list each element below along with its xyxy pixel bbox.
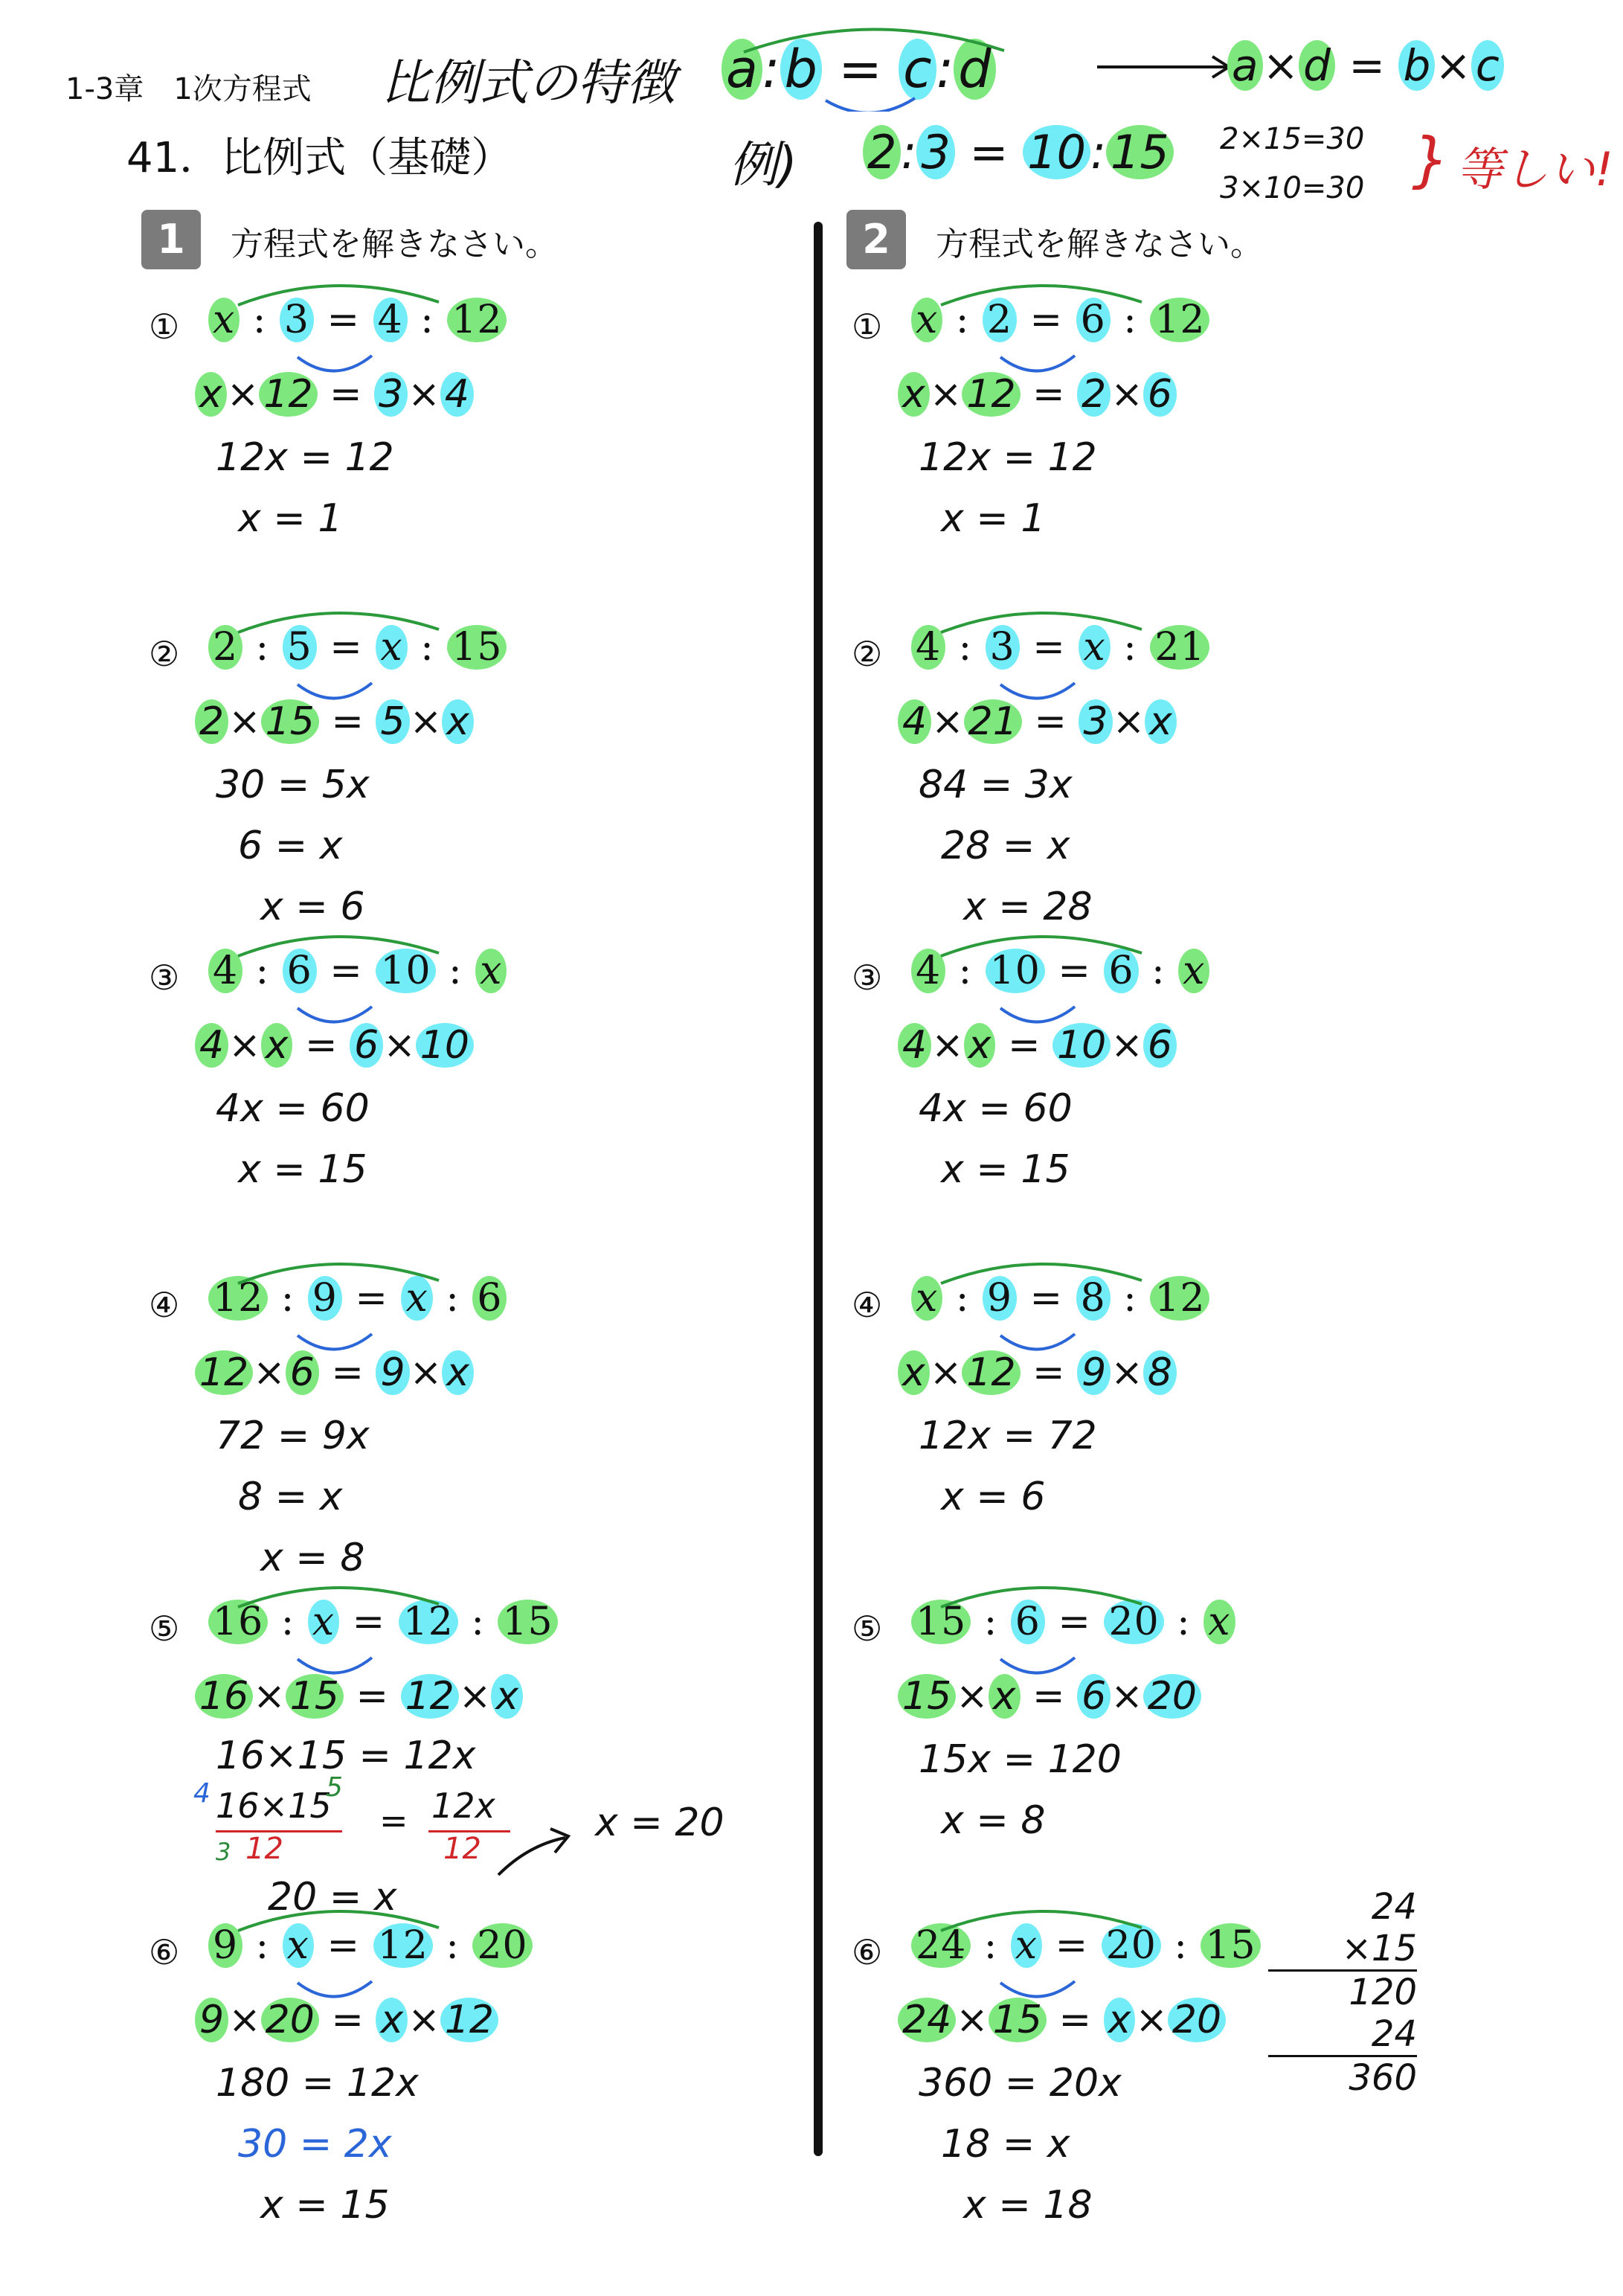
ratio-term-3: 12 <box>373 1923 433 1968</box>
ratio-term-4: 15 <box>1201 1923 1260 1968</box>
product-term-3: 3 <box>1079 699 1112 744</box>
work-line-2: x = 15 <box>941 1147 1070 1192</box>
problem-number: ⑤ <box>149 1609 180 1649</box>
ratio-term-4: 21 <box>1150 625 1209 670</box>
feature-product: a × d = b × c <box>1227 40 1504 91</box>
arrow-icon <box>1093 52 1235 82</box>
ratio-arcs <box>896 1901 1209 2005</box>
product-line: 2 × 15 = 5 × x <box>195 699 474 744</box>
problem-number: ① <box>149 307 180 347</box>
section1-problem-3 <box>149 949 803 1269</box>
typed-ratio: x : 3 = 4 : 12 <box>208 298 507 342</box>
problem-number: ⑤ <box>852 1609 883 1649</box>
ratio-term-3: x <box>1079 625 1110 670</box>
ratio-term-4: x <box>475 949 507 993</box>
check-2: 3×10=30 <box>1220 171 1365 205</box>
typed-ratio: 4 : 3 = x : 21 <box>911 625 1209 670</box>
product-term-3: 3 <box>374 372 408 417</box>
ratio-term-4: x <box>1178 949 1209 993</box>
work-line-3: x = 28 <box>963 885 1093 929</box>
product-line: 4 × x = 10 × 6 <box>898 1023 1177 1068</box>
product-term-1: 15 <box>898 1674 956 1719</box>
ratio-term-2: 10 <box>986 949 1045 993</box>
product-term-1: 4 <box>195 1023 228 1068</box>
ratio-term-2: 9 <box>983 1276 1017 1321</box>
ratio-term-3: 8 <box>1076 1276 1111 1321</box>
product-line: 9 × 20 = x × 12 <box>195 1998 498 2042</box>
brace: } <box>1412 125 1450 194</box>
work-line-2: x = 1 <box>941 496 1046 541</box>
ratio-term-1: 4 <box>911 949 945 993</box>
product-line: 15 × x = 6 × 20 <box>898 1674 1201 1719</box>
work-line-1: 4x = 60 <box>919 1086 1073 1131</box>
ratio-arcs <box>193 275 506 379</box>
section2-problem-5 <box>852 1600 1506 1920</box>
ratio-term-3: 6 <box>1104 949 1138 993</box>
ex-3: 3 <box>916 125 954 179</box>
product-term-3: 12 <box>401 1674 459 1719</box>
product-term-2: 15 <box>261 699 319 744</box>
section1-problem-4 <box>149 1276 803 1596</box>
ratio-term-4: x <box>1203 1600 1235 1644</box>
product-term-2: x <box>261 1023 293 1068</box>
ratio-arcs <box>896 1254 1209 1358</box>
ratio-term-1: 2 <box>208 625 242 670</box>
ratio-term-1: 4 <box>208 949 242 993</box>
ratio-term-1: 9 <box>208 1923 242 1968</box>
product-term-1: x <box>898 372 930 417</box>
ratio-term-1: 15 <box>911 1600 971 1644</box>
product-term-2: x <box>989 1674 1021 1719</box>
section1-problem-6 <box>149 1923 803 2243</box>
calc-row-3: 120 <box>1349 1972 1417 2013</box>
product-term-4: 10 <box>416 1023 474 1068</box>
cancel-5: 5 <box>326 1772 343 1803</box>
section2-problem-4 <box>852 1276 1506 1596</box>
typed-ratio: 12 : 9 = x : 6 <box>208 1276 507 1321</box>
ratio-term-3: 6 <box>1076 298 1111 342</box>
ratio-term-1: 16 <box>208 1600 268 1644</box>
section2-problem-2 <box>852 625 1506 945</box>
product-term-1: 9 <box>195 1998 228 2042</box>
problem-number: ③ <box>852 958 883 998</box>
feature-d: d <box>954 39 995 100</box>
product-line: x × 12 = 3 × 4 <box>195 372 474 417</box>
ratio-arcs <box>896 926 1209 1030</box>
product-term-1: 12 <box>195 1350 253 1395</box>
lesson-title: 41．比例式（基礎） <box>126 134 513 182</box>
section1-problem-1 <box>149 298 803 618</box>
feature-a: a <box>721 39 762 100</box>
product-term-3: 10 <box>1052 1023 1111 1068</box>
typed-ratio: 4 : 6 = 10 : x <box>208 949 507 993</box>
product-term-4: x <box>442 699 474 744</box>
feature-c: c <box>899 39 936 100</box>
section-2-instruction: 方程式を解きなさい。 <box>936 225 1263 263</box>
calc-row-5: 360 <box>1349 2057 1417 2099</box>
ex-15: 15 <box>1106 125 1174 179</box>
ratio-term-1: x <box>911 298 942 342</box>
problem-number: ⑥ <box>149 1932 180 1972</box>
typed-ratio: x : 9 = 8 : 12 <box>911 1276 1209 1321</box>
work-line-2: x = 6 <box>941 1475 1046 1519</box>
product-term-3: 6 <box>350 1023 383 1068</box>
work-line-3: x = 8 <box>260 1536 365 1580</box>
product-term-4: x <box>491 1674 523 1719</box>
fraction-bottom: 12 <box>245 1832 283 1866</box>
typed-ratio: 16 : x = 12 : 15 <box>208 1600 558 1644</box>
result-a: a <box>1227 40 1263 91</box>
ratio-term-1: 4 <box>911 625 945 670</box>
product-term-1: 4 <box>898 1023 931 1068</box>
work-line-2: 30 = 2x <box>238 2122 392 2167</box>
product-line: 12 × 6 = 9 × x <box>195 1350 474 1395</box>
ratio-term-4: 12 <box>1150 298 1209 342</box>
work-line-3: x = 18 <box>963 2183 1093 2228</box>
work-line-2: x = 1 <box>238 496 343 541</box>
section2-problem-6 <box>852 1886 1506 2243</box>
product-term-1: 2 <box>195 699 228 744</box>
example-label: 例) <box>729 136 797 193</box>
arrow-result: x = 20 <box>595 1800 724 1845</box>
ratio-term-4: 15 <box>447 625 507 670</box>
work-line-2: x = 15 <box>238 1147 367 1192</box>
product-term-2: 6 <box>286 1350 319 1395</box>
feature-arcs <box>714 15 1056 112</box>
product-term-4: 4 <box>440 372 474 417</box>
product-line: 16 × 15 = 12 × x <box>195 1674 523 1719</box>
work-line-3: x = 15 <box>260 2183 390 2228</box>
section-1-badge: 1 <box>141 210 201 269</box>
cancel-3: 3 <box>216 1838 231 1866</box>
section2-problem-3 <box>852 949 1506 1269</box>
product-term-4: x <box>1145 699 1177 744</box>
fraction-right-bottom: 12 <box>443 1832 481 1866</box>
problem-number: ② <box>149 634 180 674</box>
work-line-1: 12x = 12 <box>919 435 1097 480</box>
problem-number: ② <box>852 634 883 674</box>
ratio-term-4: 20 <box>472 1923 532 1968</box>
ratio-arcs <box>193 926 506 1030</box>
product-term-3: x <box>376 1998 408 2042</box>
ratio-term-2: 9 <box>308 1276 342 1321</box>
typed-ratio: 24 : x = 20 : 15 <box>911 1923 1261 1968</box>
product-term-4: 20 <box>1168 1998 1226 2042</box>
ratio-term-4: 15 <box>498 1600 557 1644</box>
product-term-3: 9 <box>376 1350 409 1395</box>
ratio-term-1: x <box>208 298 240 342</box>
work-line-1: 360 = 20x <box>919 2061 1122 2106</box>
product-term-3: 5 <box>376 699 409 744</box>
ratio-term-2: x <box>1011 1923 1042 1968</box>
arrow-icon <box>491 1823 580 1882</box>
section2-problem-1 <box>852 298 1506 618</box>
work-line-1: 12x = 12 <box>216 435 394 480</box>
product-term-1: x <box>898 1350 930 1395</box>
example-ratio: 2:3 = 10:15 <box>863 125 1174 179</box>
product-term-2: 21 <box>964 699 1022 744</box>
section-1-instruction: 方程式を解きなさい。 <box>231 225 558 263</box>
side-calculation <box>1268 1886 1417 2099</box>
section1-problem-2 <box>149 625 803 945</box>
column-divider <box>814 222 823 2156</box>
work-line-1: 72 = 9x <box>216 1414 370 1458</box>
ratio-arcs <box>896 603 1209 707</box>
product-term-4: 6 <box>1143 1023 1177 1068</box>
work-line-2: 8 = x <box>238 1475 343 1519</box>
cancel-4: 4 <box>193 1778 210 1809</box>
product-term-1: 16 <box>195 1674 253 1719</box>
product-term-1: 4 <box>898 699 931 744</box>
product-term-2: 15 <box>989 1998 1047 2042</box>
work-line-1: 12x = 72 <box>919 1414 1097 1458</box>
work-line-2: 6 = x <box>238 824 343 868</box>
product-term-4: 6 <box>1143 372 1177 417</box>
section-2-badge: 2 <box>846 210 906 269</box>
work-line-1: 84 = 3x <box>919 763 1073 807</box>
ratio-arcs <box>896 1577 1209 1681</box>
work-line-1: 180 = 12x <box>216 2061 419 2106</box>
ratio-term-2: 5 <box>283 625 317 670</box>
work-line-1: 15x = 120 <box>919 1737 1122 1782</box>
typed-ratio: 9 : x = 12 : 20 <box>208 1923 533 1968</box>
section1-problem-5 <box>149 1600 803 1920</box>
typed-ratio: x : 2 = 6 : 12 <box>911 298 1209 342</box>
product-line: 24 × 15 = x × 20 <box>898 1998 1226 2042</box>
work-line-1: 16×15 = 12x <box>216 1734 476 1778</box>
work-line-1: 30 = 5x <box>216 763 370 807</box>
product-term-3: x <box>1104 1998 1136 2042</box>
ratio-term-4: 12 <box>447 298 507 342</box>
ratio-term-3: 20 <box>1102 1923 1161 1968</box>
ratio-term-1: 12 <box>208 1276 268 1321</box>
typed-ratio: 15 : 6 = 20 : x <box>911 1600 1235 1644</box>
ratio-term-2: 3 <box>986 625 1020 670</box>
work-line-2: x = 8 <box>941 1798 1046 1843</box>
fraction-right-top: 12x <box>431 1786 495 1826</box>
chapter-label: 1-3章 1次方程式 <box>65 72 312 106</box>
ratio-term-3: x <box>376 625 407 670</box>
product-term-2: 15 <box>286 1674 344 1719</box>
result-d: d <box>1299 40 1335 91</box>
ratio-term-2: x <box>283 1923 314 1968</box>
result-c: c <box>1471 40 1504 91</box>
ex-10: 10 <box>1023 125 1090 179</box>
calc-row-4: 24 <box>1268 2013 1417 2057</box>
check-1: 2×15=30 <box>1220 122 1365 156</box>
ex-2: 2 <box>863 125 901 179</box>
product-term-3: 2 <box>1077 372 1111 417</box>
ratio-term-3: 20 <box>1104 1600 1163 1644</box>
work-line-2: 28 = x <box>941 824 1070 868</box>
feature-title: 比例式の特徴 <box>381 54 675 112</box>
work-line-1: 4x = 60 <box>216 1086 370 1131</box>
product-line: x × 12 = 9 × 8 <box>898 1350 1177 1395</box>
calc-row-1: 24 <box>1371 1886 1417 1928</box>
ratio-term-2: 6 <box>1011 1600 1045 1644</box>
ratio-term-3: 4 <box>373 298 408 342</box>
product-term-1: 24 <box>898 1998 956 2042</box>
work-line-2: 18 = x <box>941 2122 1070 2167</box>
product-term-4: 12 <box>440 1998 498 2042</box>
typed-ratio: 2 : 5 = x : 15 <box>208 625 507 670</box>
fraction-top: 16×15 <box>216 1786 332 1826</box>
ratio-term-2: 2 <box>983 298 1017 342</box>
problem-number: ① <box>852 307 883 347</box>
product-term-3: 6 <box>1077 1674 1111 1719</box>
problem-number: ④ <box>852 1285 883 1325</box>
ratio-arcs <box>193 603 506 707</box>
product-line: x × 12 = 2 × 6 <box>898 372 1177 417</box>
problem-number: ③ <box>149 958 180 998</box>
work-line-2: 20 = x <box>268 1875 397 1920</box>
equal-note: 等しい! <box>1456 142 1613 196</box>
ratio-term-3: 10 <box>376 949 435 993</box>
ratio-arcs <box>193 1577 506 1681</box>
fraction-equals: = <box>379 1800 408 1841</box>
ratio-term-1: 24 <box>911 1923 971 1968</box>
ratio-term-3: x <box>401 1276 432 1321</box>
work-line-3: x = 6 <box>260 885 365 929</box>
ratio-term-3: 12 <box>399 1600 458 1644</box>
product-term-2: x <box>964 1023 996 1068</box>
ratio-arcs <box>193 1254 506 1358</box>
product-term-2: 20 <box>261 1998 319 2042</box>
product-term-2: 12 <box>962 372 1020 417</box>
feature-b: b <box>780 39 822 100</box>
ratio-arcs <box>896 275 1209 379</box>
product-term-3: 9 <box>1077 1350 1111 1395</box>
product-term-2: 12 <box>259 372 317 417</box>
ratio-term-4: 12 <box>1150 1276 1209 1321</box>
ratio-term-1: x <box>911 1276 942 1321</box>
ratio-term-2: x <box>308 1600 339 1644</box>
ratio-term-2: 3 <box>280 298 314 342</box>
product-term-2: 12 <box>962 1350 1020 1395</box>
typed-ratio: 4 : 10 = 6 : x <box>911 949 1209 993</box>
product-line: 4 × x = 6 × 10 <box>195 1023 474 1068</box>
product-term-1: x <box>195 372 227 417</box>
product-term-4: x <box>442 1350 474 1395</box>
result-b: b <box>1398 40 1435 91</box>
product-line: 4 × 21 = 3 × x <box>898 699 1177 744</box>
ratio-term-2: 6 <box>283 949 317 993</box>
product-term-4: 20 <box>1143 1674 1201 1719</box>
problem-number: ④ <box>149 1285 180 1325</box>
product-term-4: 8 <box>1143 1350 1177 1395</box>
calc-row-2: ×15 <box>1268 1928 1417 1972</box>
ratio-term-4: 6 <box>472 1276 507 1321</box>
ratio-arcs <box>193 1901 506 2005</box>
feature-ratio: a:b = c:d <box>721 39 996 100</box>
problem-number: ⑥ <box>852 1932 883 1972</box>
